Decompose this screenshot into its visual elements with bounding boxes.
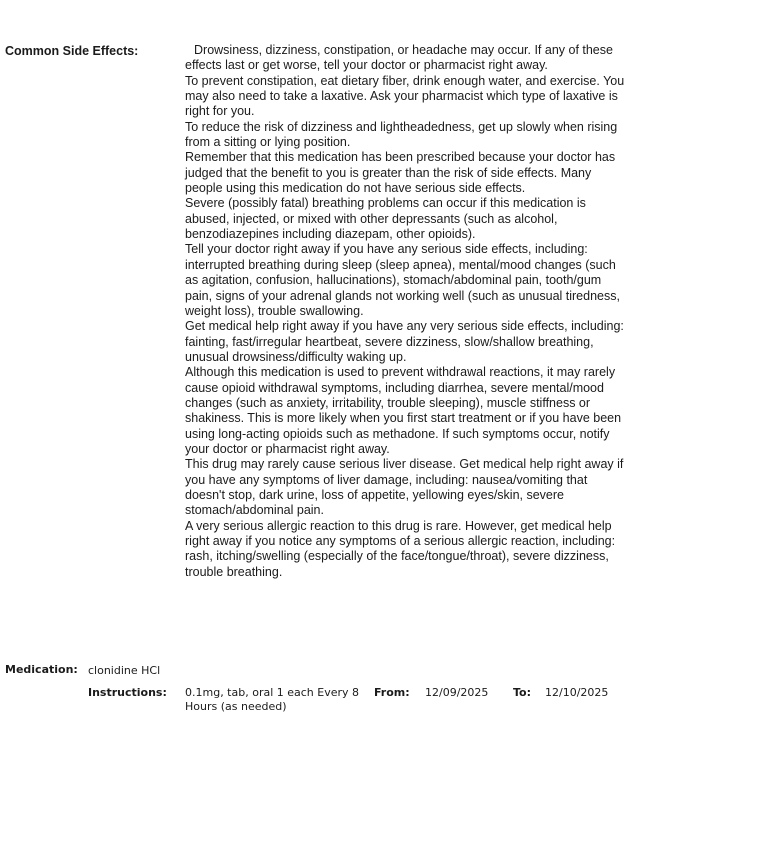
from-date-value: 12/09/2025 (425, 686, 489, 699)
side-effect-paragraph: Tell your doctor right away if you have any serious side effects, including: interrupted breathing during sleep (sleep apnea), mental/mood changes (such as agitation, confusion, hallucinations), stomach/abdominal pain, tooth/gum pain, signs of your adrenal glands not working well (such as unusual tiredness, weight loss), trouble swallowing. (185, 242, 620, 318)
side-effect-paragraph: To reduce the risk of dizziness and lightheadedness, get up slowly when rising from a sitting or lying position. (185, 119, 618, 150)
side-effect-paragraph: Drowsiness, dizziness, constipation, or headache may occur. If any of these effects last or get worse, tell your doctor or pharmacist right away. (185, 43, 613, 73)
to-date-value: 12/10/2025 (545, 686, 609, 699)
medication-value: clonidine HCl (88, 664, 161, 677)
side-effect-paragraph: Remember that this medication has been prescribed because your doctor has judged that the benefit to you is greater than the risk of side effects. Many people using this medication do not have serious side effects. (185, 150, 616, 196)
common-side-effects-label: Common Side Effects: (5, 44, 139, 58)
side-effect-paragraph: A very serious allergic reaction to this drug is rare. However, get medical help right away if you notice any symptoms of a serious allergic reaction, including: rash, itching/swelling (especially of the face/tongue/throat), severe dizziness, trouble breathing. (185, 518, 616, 579)
side-effect-paragraph: Severe (possibly fatal) breathing problems can occur if this medication is abused, injected, or mixed with other depressants (such as alcohol, benzodiazepines including diazepam, other opioids). (185, 196, 586, 242)
from-label: From: (374, 686, 410, 699)
medication-label: Medication: (5, 663, 78, 676)
side-effect-paragraph: Although this medication is used to prevent withdrawal reactions, it may rarely cause opioid withdrawal symptoms, including diarrhea, severe mental/mood changes (such as anxiety, irritability, trouble sleeping), muscle stiffness or shakiness. This is more likely when you first start treatment or if you have been using long-acting opioids such as methadone. If such symptoms occur, notify your doctor or pharmacist right away. (185, 365, 622, 456)
to-label: To: (513, 686, 531, 699)
side-effect-paragraph: To prevent constipation, eat dietary fiber, drink enough water, and exercise. You may also need to take a laxative. Ask your pharmacist which type of laxative is right for you. (185, 73, 625, 119)
instructions-label: Instructions: (88, 686, 167, 699)
instructions-value: 0.1mg, tab, oral 1 each Every 8 Hours (as needed) (185, 686, 360, 713)
side-effect-paragraph: Get medical help right away if you have any very serious side effects, including: fainting, fast/irregular heartbeat, severe dizziness, slow/shallow breathing, unusual drowsiness/difficulty waking up. (185, 319, 624, 364)
side-effects-text (185, 43, 627, 580)
side-effect-paragraph: This drug may rarely cause serious liver disease. Get medical help right away if you have any symptoms of liver damage, including: nausea/vomiting that doesn't stop, dark urine, loss of appetite, yellowing eyes/skin, severe stomach/abdominal pain. (185, 457, 624, 518)
